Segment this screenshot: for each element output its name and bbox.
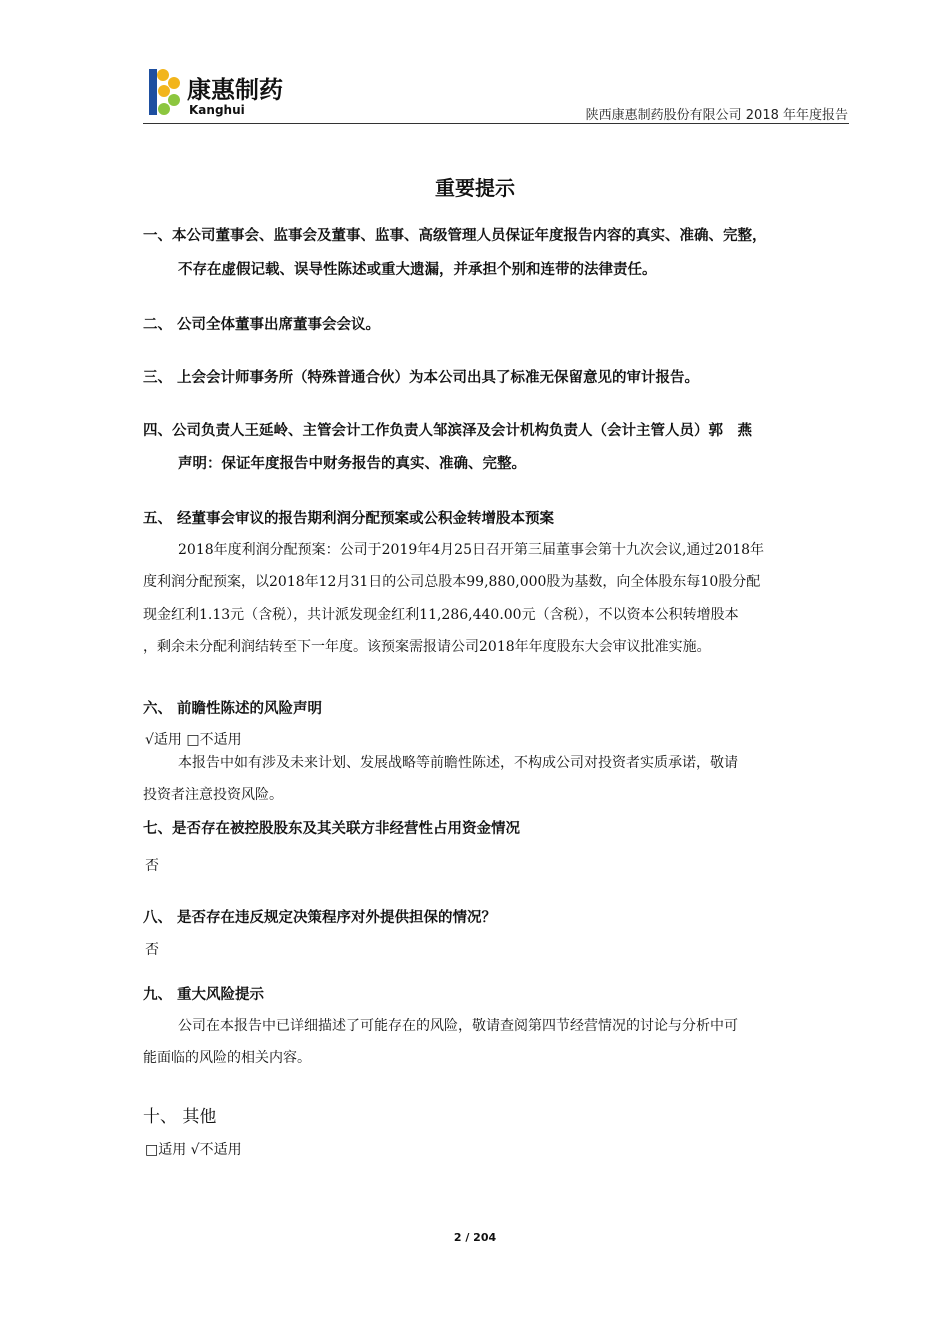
sec10-options: □适用 √不适用 xyxy=(145,1142,242,1158)
sec6-heading: 六、 前瞻性陈述的风险声明 xyxy=(143,701,323,717)
sec8-answer: 否 xyxy=(145,942,159,958)
report-header-title: 陕西康惠制药股份有限公司 2018 年年度报告 xyxy=(585,108,848,123)
logo-cn-text: 康惠制药 xyxy=(187,76,283,104)
sec10-heading: 十、 其他 xyxy=(143,1107,217,1127)
sec4-line1: 四、公司负责人王延岭、主管会计工作负责人邹滨泽及会计机构负责人（会计主管人员）郭 燕 xyxy=(143,423,752,439)
sec9-heading: 九、 重大风险提示 xyxy=(143,987,265,1003)
sec9-line1: 公司在本报告中已详细描述了可能存在的风险，敬请查阅第四节经营情况的讨论与分析中可 xyxy=(178,1018,738,1034)
sec7-answer: 否 xyxy=(145,858,159,874)
sec9-line2: 能面临的风险的相关内容。 xyxy=(143,1050,311,1066)
sec6-line1: 本报告中如有涉及未来计划、发展战略等前瞻性陈述，不构成公司对投资者实质承诺，敬请 xyxy=(178,755,738,771)
logo-en-text: Kanghui xyxy=(189,103,245,117)
company-logo xyxy=(143,67,318,123)
sec4-line2: 声明：保证年度报告中财务报告的真实、准确、完整。 xyxy=(178,456,526,472)
sec3-text: 三、 上会会计师事务所（特殊普通合伙）为本公司出具了标准无保留意见的审计报告。 xyxy=(143,370,700,386)
sec6-options: √适用 □不适用 xyxy=(145,732,242,748)
sec1-line1: 一、本公司董事会、监事会及董事、监事、高级管理人员保证年度报告内容的真实、准确、完整， xyxy=(143,228,767,244)
sec1-line2: 不存在虚假记载、误导性陈述或重大遗漏，并承担个别和连带的法律责任。 xyxy=(178,262,657,278)
sec2-text: 二、 公司全体董事出席董事会会议。 xyxy=(143,317,381,333)
logo-bar xyxy=(149,69,157,115)
page-title: 重要提示 xyxy=(435,176,515,200)
sec8-heading: 八、 是否存在违反规定决策程序对外提供担保的情况？ xyxy=(143,910,497,926)
sec5-line4: ，剩余未分配利润结转至下一年度。该预案需报请公司2018年年度股东大会审议批准实施。 xyxy=(143,639,711,655)
page-number: 2 / 204 xyxy=(453,1231,497,1244)
sec5-heading: 五、 经董事会审议的报告期利润分配预案或公积金转增股本预案 xyxy=(143,511,555,527)
sec5-line3: 现金红利1.13元（含税），共计派发现金红利11,286,440.00元（含税），不以资本公积转增股本 xyxy=(143,607,739,623)
sec5-line2: 度利润分配预案，以2018年12月31日的公司总股本99,880,000股为基数，向全体股东每10股分配 xyxy=(143,574,761,590)
sec6-line2: 投资者注意投资风险。 xyxy=(143,787,283,803)
sec7-heading: 七、是否存在被控股股东及其关联方非经营性占用资金情况 xyxy=(143,821,520,837)
header-divider xyxy=(143,123,849,124)
sec5-line1: 2018年度利润分配预案：公司于2019年4月25日召开第三届董事会第十九次会议,通过2018年 xyxy=(178,542,765,558)
